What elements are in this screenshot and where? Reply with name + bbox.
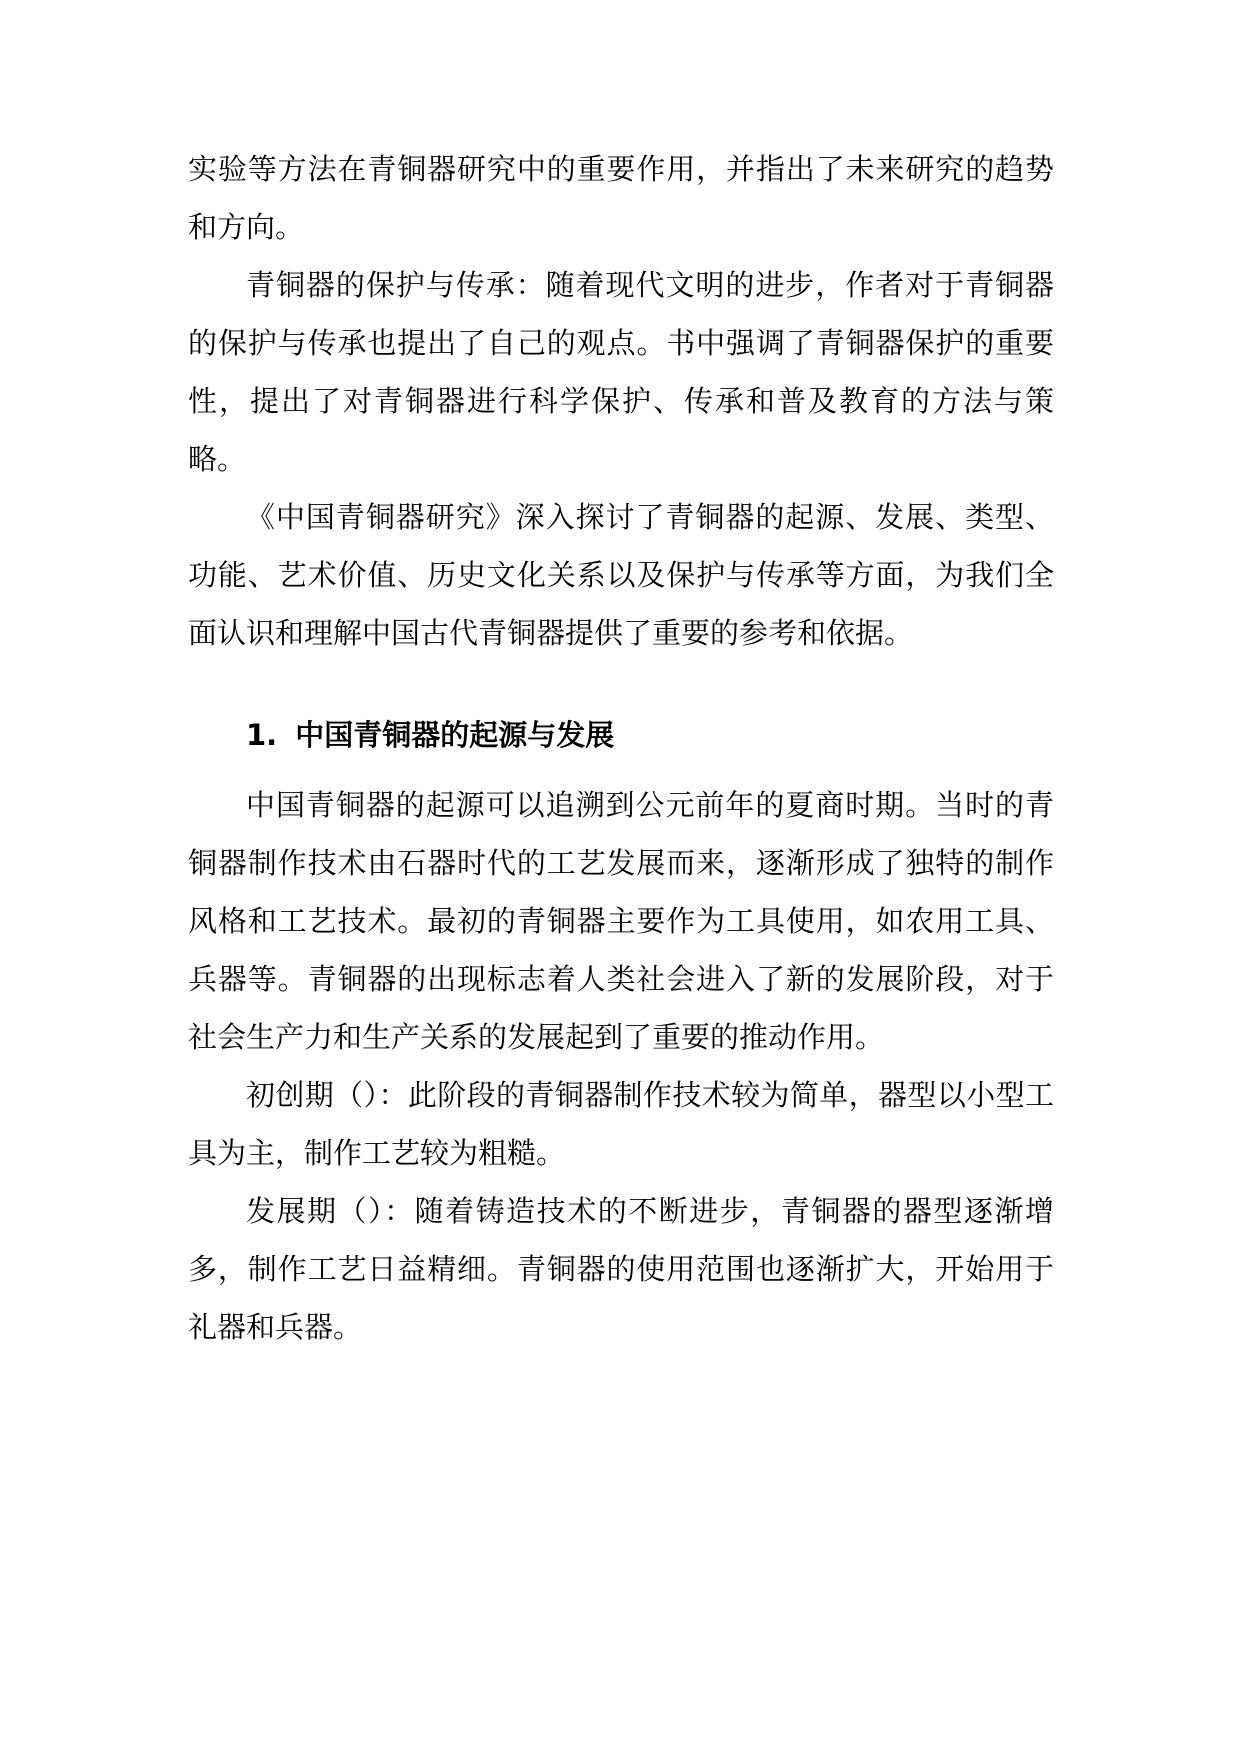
section-heading — [188, 706, 1054, 764]
paragraph: 初创期（）：此阶段的青铜器制作技术较为简单，器型以小型工具为主，制作工艺较为粗糙。 — [188, 1078, 1054, 1170]
document-body — [188, 140, 1054, 1356]
paragraph: 中国青铜器的起源可以追溯到公元前年的夏商时期。当时的青铜器制作技术由石器时代的工艺发展而来，逐渐形成了独特的制作风格和工艺技术。最初的青铜器主要作为工具使用，如农用工具、兵器等。青铜器的出现标志着人类社会进入了新的发展阶段，对于社会生产力和生产关系的发展起到了重要的推动作用。 — [188, 788, 1054, 1054]
section-number: 1. — [246, 718, 278, 752]
paragraph: 发展期（）：随着铸造技术的不断进步，青铜器的器型逐渐增多，制作工艺日益精细。青铜器的使用范围也逐渐扩大，开始用于礼器和兵器。 — [188, 1194, 1054, 1344]
section-title: 中国青铜器的起源与发展 — [295, 718, 615, 752]
paragraph: 实验等方法在青铜器研究中的重要作用，并指出了未来研究的趋势和方向。 — [188, 152, 1054, 244]
paragraph: 青铜器的保护与传承：随着现代文明的进步，作者对于青铜器的保护与传承也提出了自己的观点。书中强调了青铜器保护的重要性，提出了对青铜器进行科学保护、传承和普及教育的方法与策略。 — [188, 268, 1054, 476]
paragraph: 《中国青铜器研究》深入探讨了青铜器的起源、发展、类型、功能、艺术价值、历史文化关系以及保护与传承等方面，为我们全面认识和理解中国古代青铜器提供了重要的参考和依据。 — [188, 500, 1054, 650]
